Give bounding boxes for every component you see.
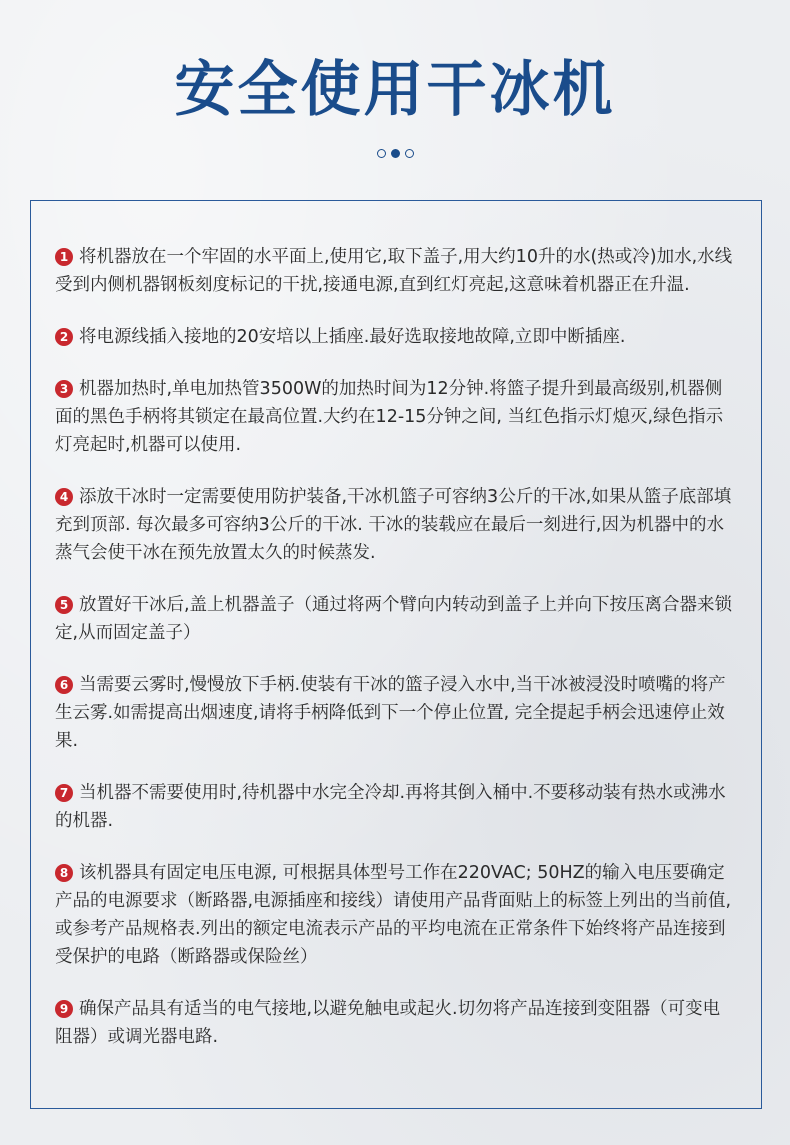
number-badge: 6 <box>55 676 73 694</box>
number-badge: 7 <box>55 784 73 802</box>
item-text: 将机器放在一个牢固的水平面上,使用它,取下盖子,用大约10升的水(热或冷)加水,水线受到内侧机器钢板刻度标记的干扰,接通电源,直到红灯亮起,这意味着机器正在升温. <box>55 247 733 295</box>
page-title: 安全使用干冰机 <box>174 55 616 125</box>
number-badge: 9 <box>55 1000 73 1018</box>
item-text: 确保产品具有适当的电气接地,以避免触电或起火.切勿将产品连接到变阻器（可变电阻器）或调光器电路. <box>55 999 721 1047</box>
item-text: 当需要云雾时,慢慢放下手柄.使装有干冰的篮子浸入水中,当干冰被浸没时喷嘴的将产生云雾.如需提高出烟速度,请将手柄降低到下一个停止位置, 完全提起手柄会迅速停止效果. <box>55 675 726 751</box>
number-badge: 8 <box>55 864 73 882</box>
list-item <box>55 323 735 351</box>
item-text: 添放干冰时一定需要使用防护装备,干冰机篮子可容纳3公斤的干冰,如果从篮子底部填充到顶部. 每次最多可容纳3公斤的干冰. 干冰的装载应在最后一刻进行,因为机器中的水蒸气会使干冰在预先放置太久的时候蒸发. <box>55 487 732 563</box>
number-badge: 1 <box>55 248 73 266</box>
list-item <box>55 671 735 755</box>
list-item <box>55 779 735 835</box>
dot-active-icon <box>391 149 400 158</box>
list-item <box>55 995 735 1051</box>
item-text: 当机器不需要使用时,待机器中水完全冷却.再将其倒入桶中.不要移动装有热水或沸水的机器. <box>55 783 726 831</box>
item-text: 放置好干冰后,盖上机器盖子（通过将两个臂向内转动到盖子上并向下按压离合器来锁定,从而固定盖子） <box>55 595 733 643</box>
list-item <box>55 859 735 971</box>
dot-icon <box>377 149 386 158</box>
list-item <box>55 243 735 299</box>
carousel-dots <box>0 149 790 158</box>
item-text: 将电源线插入接地的20安培以上插座.最好选取接地故障,立即中断插座. <box>79 327 626 347</box>
item-text: 该机器具有固定电压电源, 可根据具体型号工作在220VAC; 50HZ的输入电压要确定产品的电源要求（断路器,电源插座和接线）请使用产品背面贴上的标签上列出的当前值,或参考产品规格表.列出的额定电流表示产品的平均电流在正常条件下始终将产品连接到受保护的电路（断路器或保险丝） <box>55 863 732 967</box>
list-item <box>55 591 735 647</box>
number-badge: 3 <box>55 380 73 398</box>
instruction-list <box>55 243 735 1075</box>
number-badge: 4 <box>55 488 73 506</box>
number-badge: 2 <box>55 328 73 346</box>
list-item <box>55 483 735 567</box>
number-badge: 5 <box>55 596 73 614</box>
list-item <box>55 375 735 459</box>
item-text: 机器加热时,单电加热管3500W的加热时间为12分钟.将篮子提升到最高级别,机器侧面的黑色手柄将其锁定在最高位置.大约在12-15分钟之间, 当红色指示灯熄灭,绿色指示灯亮起时,机器可以使用. <box>55 379 724 455</box>
dot-icon <box>405 149 414 158</box>
